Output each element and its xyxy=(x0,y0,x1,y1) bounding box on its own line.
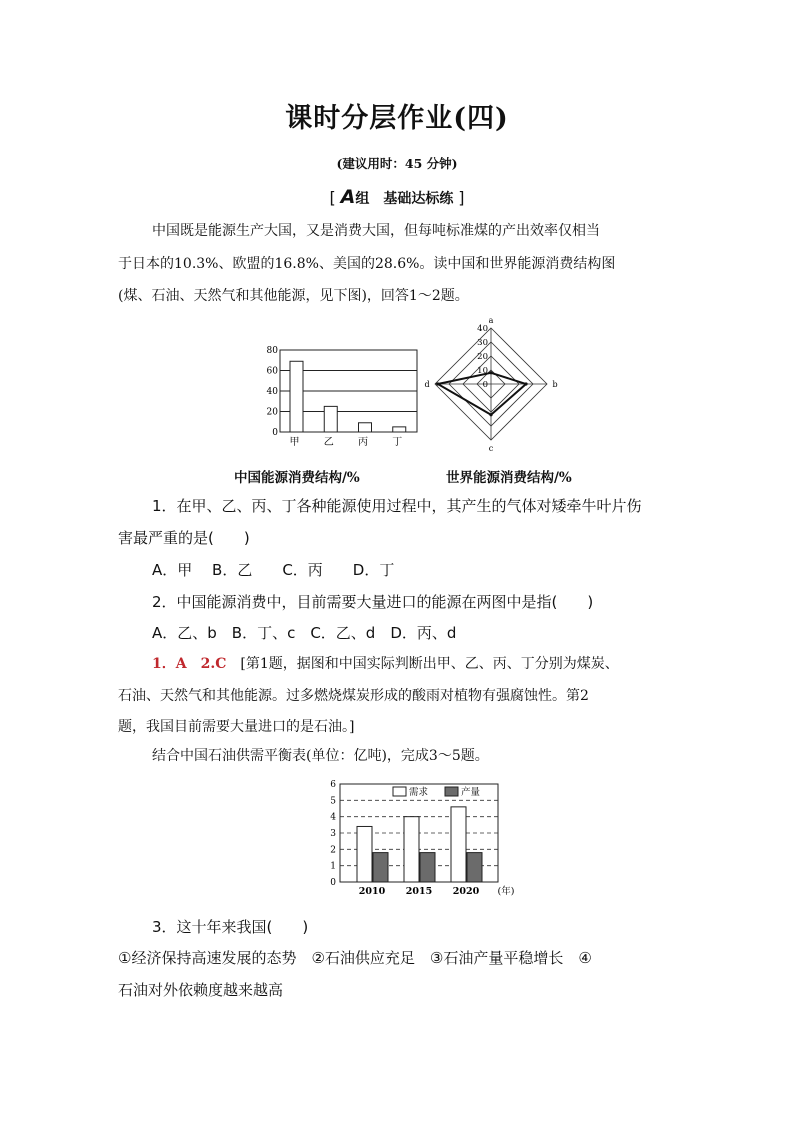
world-chart-caption: 世界能源消费结构/% xyxy=(446,470,572,486)
intro-line-2: 于日本的10.3%、欧盟的16.8%、美国的28.6%。读中国和世界能源消费结构图 xyxy=(118,256,616,272)
bar-需求-2020 xyxy=(451,807,466,882)
group-banner xyxy=(0,186,794,208)
x-tick-label: 乙 xyxy=(323,437,334,448)
china-energy-plot xyxy=(267,346,417,448)
bar-丙 xyxy=(359,423,372,432)
x-tick-label: 2015 xyxy=(405,886,433,897)
radar-point-b xyxy=(524,382,527,385)
q3-line-2: ①经济保持高速发展的态势 ②石油供应充足 ③石油产量平稳增长 ④ xyxy=(118,949,592,967)
answer-key: 1．A 2.C xyxy=(152,656,227,672)
page-title: 课时分层作业(四) xyxy=(285,103,509,134)
x-axis-unit: (年) xyxy=(497,886,515,897)
axis-label-c: c xyxy=(488,444,494,453)
china-energy-chart xyxy=(250,340,420,455)
radar-point-c xyxy=(489,413,492,416)
y-tick-label: 5 xyxy=(330,796,336,807)
y-tick-label: 80 xyxy=(266,346,278,356)
radar-point-d xyxy=(436,382,439,385)
china-chart-caption: 中国能源消费结构/% xyxy=(234,470,360,486)
answer-line-1 xyxy=(152,654,712,674)
legend-label-production: 产量 xyxy=(461,787,481,798)
bracket-right: ] xyxy=(458,188,465,207)
bar-需求-2015 xyxy=(404,817,419,882)
world-energy-radar xyxy=(424,310,560,456)
q1-line-2: 害最严重的是( ) xyxy=(118,529,250,547)
bar-需求-2010 xyxy=(357,826,372,882)
x-tick-label: 丁 xyxy=(392,437,403,448)
q3-line-3: 石油对外依赖度越来越高 xyxy=(118,981,284,999)
intro-2: 结合中国石油供需平衡表(单位：亿吨)，完成3～5题。 xyxy=(152,748,489,764)
legend-label-demand: 需求 xyxy=(409,787,429,798)
axis-label-d: d xyxy=(424,380,430,389)
y-tick-label: 2 xyxy=(330,845,336,856)
y-tick-label: 1 xyxy=(330,861,336,872)
group-letter: A xyxy=(340,186,356,208)
x-tick-label: 2010 xyxy=(358,886,386,897)
bar-乙 xyxy=(324,406,337,432)
y-tick-label: 40 xyxy=(266,387,278,397)
bracket-left: [ xyxy=(329,188,336,207)
y-tick-label: 0 xyxy=(272,428,278,438)
intro-line-1: 中国既是能源生产大国，又是消费大国，但每吨标准煤的产出效率仅相当 xyxy=(152,223,600,239)
bar-甲 xyxy=(290,361,303,432)
y-tick-label: 0 xyxy=(330,878,336,888)
legend-swatch-demand xyxy=(393,787,406,796)
x-tick-label: 甲 xyxy=(289,437,300,448)
q1-options: A．甲 B．乙 C．丙 D．丁 xyxy=(152,561,395,579)
legend-swatch-production xyxy=(445,787,458,796)
answer-explanation: [第1题，据图和中国实际判断出甲、乙、丙、丁分别为煤炭、 xyxy=(226,656,619,672)
answer-line-2: 石油、天然气和其他能源。过多燃烧煤炭形成的酸雨对植物有强腐蚀性。第2 xyxy=(118,688,589,704)
bar-产量-2015 xyxy=(420,853,435,882)
group-label: 组 基础达标练 xyxy=(355,191,454,207)
r-tick-label: 30 xyxy=(477,338,488,348)
q2-line-1: 2．中国能源消费中，目前需要大量进口的能源在两图中是指( ) xyxy=(152,593,594,611)
suggested-time: (建议用时：45 分钟) xyxy=(336,156,458,171)
y-tick-label: 60 xyxy=(266,366,278,377)
y-tick-label: 6 xyxy=(330,780,336,790)
r-tick-label: 40 xyxy=(477,324,488,334)
axis-label-b: b xyxy=(552,380,558,389)
world-energy-plot xyxy=(424,316,557,453)
x-tick-label: 2020 xyxy=(452,886,480,897)
y-tick-label: 20 xyxy=(266,407,278,418)
r-tick-label: 10 xyxy=(477,366,488,376)
y-tick-label: 4 xyxy=(330,812,336,823)
axis-label-a: a xyxy=(488,316,494,325)
oil-balance-plot xyxy=(330,780,514,897)
x-tick-label: 丙 xyxy=(358,437,368,448)
bar-产量-2020 xyxy=(467,853,482,882)
bar-产量-2010 xyxy=(373,853,388,882)
answer-line-3: 题，我国目前需要大量进口的是石油。] xyxy=(118,719,355,735)
q1-line-1: 1．在甲、乙、丙、丁各种能源使用过程中，其产生的气体对矮牵牛叶片伤 xyxy=(152,497,642,515)
q2-options: A．乙、b B．丁、c C．乙、d D．丙、d xyxy=(152,624,457,642)
radar-point-a xyxy=(489,371,492,374)
r-origin-label: 0 xyxy=(482,380,488,390)
intro-line-3: (煤、石油、天然气和其他能源，见下图)，回答1～2题。 xyxy=(118,288,469,304)
q3-line-1: 3．这十年来我国( ) xyxy=(152,918,309,936)
y-tick-label: 3 xyxy=(330,829,336,839)
oil-balance-chart xyxy=(318,776,518,904)
bar-丁 xyxy=(393,427,406,432)
r-tick-label: 20 xyxy=(477,352,488,362)
